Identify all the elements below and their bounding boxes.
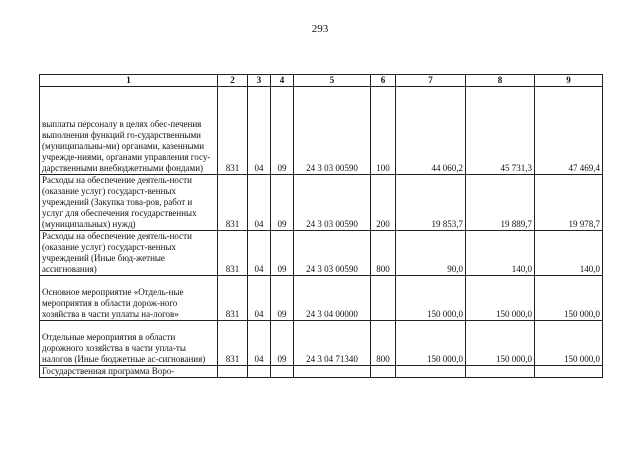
row-amount-year-2: 19 889,7: [466, 175, 535, 231]
table-row: [40, 321, 603, 366]
row-section: 04: [248, 175, 271, 231]
row-expense-type: [371, 366, 396, 378]
row-amount-year-1: 44 060,2: [396, 87, 466, 175]
row-section: 04: [248, 321, 271, 366]
budget-table: [39, 74, 603, 378]
table-row: [40, 87, 603, 175]
row-subsection: 09: [271, 231, 294, 276]
row-target-article: 24 3 04 00000: [294, 276, 371, 321]
row-amount-year-2: 150 000,0: [466, 321, 535, 366]
row-expense-type: 800: [371, 321, 396, 366]
row-section: 04: [248, 231, 271, 276]
row-grbs: 831: [218, 321, 248, 366]
row-subsection: 09: [271, 175, 294, 231]
row-target-article: 24 3 03 00590: [294, 175, 371, 231]
row-expense-type: 200: [371, 175, 396, 231]
row-description: Расходы на обеспечение деятель-ности (оказание услуг) государст-венных учреждений (Иные бюд-жетные ассигнования): [40, 231, 218, 276]
header-col-description: 1: [40, 75, 218, 87]
table-row: [40, 231, 603, 276]
row-amount-year-1: 150 000,0: [396, 276, 466, 321]
header-col-year-1: 7: [396, 75, 466, 87]
row-amount-year-3: [535, 366, 603, 378]
row-amount-year-1: 19 853,7: [396, 175, 466, 231]
row-section: 04: [248, 87, 271, 175]
row-subsection: 09: [271, 276, 294, 321]
header-col-grbs: 2: [218, 75, 248, 87]
row-subsection: [271, 366, 294, 378]
row-amount-year-2: 140,0: [466, 231, 535, 276]
row-section: 04: [248, 276, 271, 321]
row-amount-year-2: 150 000,0: [466, 276, 535, 321]
row-expense-type: [371, 276, 396, 321]
row-amount-year-3: 150 000,0: [535, 321, 603, 366]
row-target-article: 24 3 04 71340: [294, 321, 371, 366]
row-description: Основное мероприятие «Отдель-ные мероприятия в области дорож-ного хозяйства в части уплаты на-логов»: [40, 276, 218, 321]
row-amount-year-1: 90,0: [396, 231, 466, 276]
row-subsection: 09: [271, 87, 294, 175]
header-col-subsection: 4: [271, 75, 294, 87]
row-amount-year-1: [396, 366, 466, 378]
row-description: Отдельные мероприятия в области дорожного хозяйства в части упла-ты налогов (Иные бюджетные ас-сигнования): [40, 321, 218, 366]
row-description: Расходы на обеспечение деятель-ности (оказание услуг) государст-венных учреждений (Закупка това-ров, работ и услуг для обеспечения государственных (муниципальных) нужд): [40, 175, 218, 231]
row-grbs: 831: [218, 276, 248, 321]
row-amount-year-3: 150 000,0: [535, 276, 603, 321]
row-target-article: 24 3 03 00590: [294, 231, 371, 276]
page-number: 293: [311, 23, 329, 35]
row-amount-year-2: 45 731,3: [466, 87, 535, 175]
row-target-article: 24 3 03 00590: [294, 87, 371, 175]
row-amount-year-3: 19 978,7: [535, 175, 603, 231]
table-header-row: [40, 75, 603, 87]
table-row: [40, 175, 603, 231]
header-col-year-2: 8: [466, 75, 535, 87]
row-expense-type: 100: [371, 87, 396, 175]
header-col-target-article: 5: [294, 75, 371, 87]
row-expense-type: 800: [371, 231, 396, 276]
row-subsection: 09: [271, 321, 294, 366]
header-col-expense-type: 6: [371, 75, 396, 87]
row-grbs: 831: [218, 175, 248, 231]
row-amount-year-3: 140,0: [535, 231, 603, 276]
row-amount-year-2: [466, 366, 535, 378]
table-row: [40, 366, 603, 378]
row-description: Государственная программа Воро-: [40, 366, 218, 378]
header-col-year-3: 9: [535, 75, 603, 87]
row-amount-year-1: 150 000,0: [396, 321, 466, 366]
row-grbs: [218, 366, 248, 378]
table-row: [40, 276, 603, 321]
row-grbs: 831: [218, 231, 248, 276]
row-description: выплаты персоналу в целях обес-печения выполнения функций го-сударственными (муниципальны-ми) органами, казенными учрежде-ниями, органами управления госу-дарственными внебюджетными фондами): [40, 87, 218, 175]
row-target-article: [294, 366, 371, 378]
row-grbs: 831: [218, 87, 248, 175]
row-amount-year-3: 47 469,4: [535, 87, 603, 175]
header-col-section: 3: [248, 75, 271, 87]
row-section: [248, 366, 271, 378]
